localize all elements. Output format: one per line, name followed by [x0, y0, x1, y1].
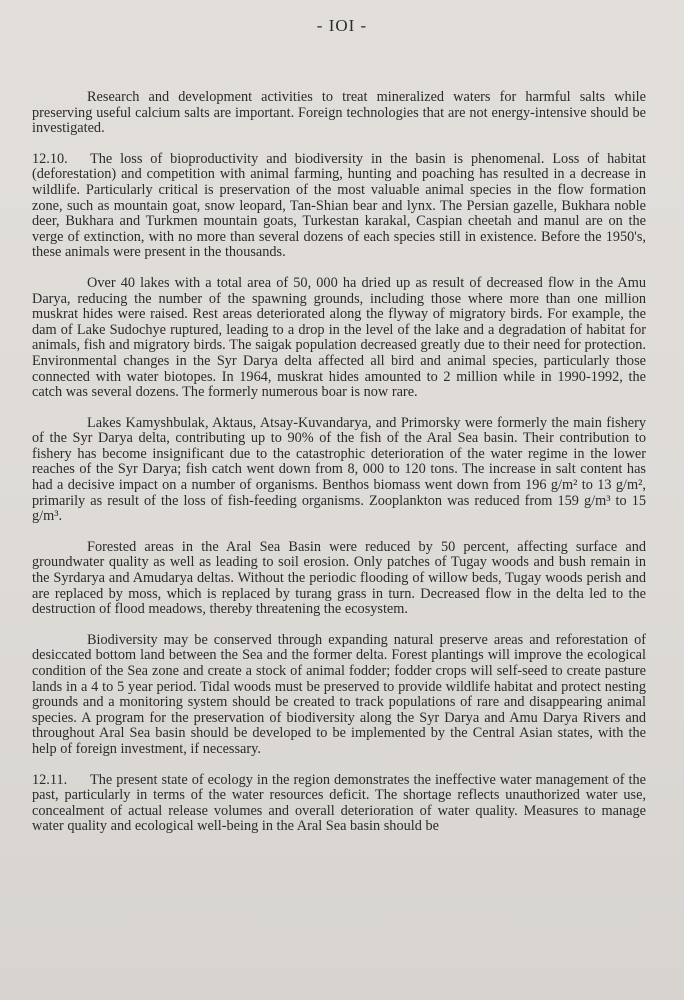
- paragraph-text: Lakes Kamyshbulak, Aktaus, Atsay-Kuvandarya, and Primorsky were formerly the main fishery of the Syr Darya delta, contributing up to 90% of the fish of the Aral Sea basin. Their contribution to fishery has become insignificant due to the catastrophic deterioration of the water regime in the lower reaches of the Syr Darya; fish catch went down from 8, 000 to 120 tons. The increase in salt content has had a decisive impact on a number of organisms. Benthos biomass went down from 196 g/m² to 13 g/m², primarily as result of the loss of fish-feeding organisms. Zooplankton was reduced from 159 g/m³ to 15 g/m³.: [32, 414, 646, 525]
- paragraph-forests: [32, 540, 646, 618]
- section-number: 12.11.: [32, 771, 68, 788]
- paragraph-12-11: [32, 773, 646, 835]
- paragraph-text: Forested areas in the Aral Sea Basin were reduced by 50 percent, affecting surface and groundwater quality as well as leading to soil erosion. Only patches of Tugay woods and bush remain in the Syrdarya and Amudarya deltas. Without the periodic flooding of willow beds, Tugay woods perish and are replaced by moss, which is replaced by turang grass in turn. Decreased flow in the delta led to the destruction of flood meadows, thereby threatening the ecosystem.: [32, 538, 646, 618]
- paragraph-text: Over 40 lakes with a total area of 50, 000 ha dried up as result of decreased flow in the Amu Darya, reducing the number of the spawning grounds, including those where more than one million muskrat hides were raised. Rest areas deteriorated along the flyway of migratory birds. For example, the dam of Lake Sudochye ruptured, leading to a drop in the level of the lake and a degradation of habitat for animals, fish and migratory birds. The saigak population decreased greatly due to their need for protection. Environmental changes in the Syr Darya delta affected all bird and animal species, particularly those connected with water biotopes. In 1964, muskrat hides amounted to 2 million while in 1990-1992, the catch was several dozens. The formerly numerous boar is now rare.: [32, 274, 646, 401]
- paragraph-12-10: [32, 152, 646, 261]
- page-number: - IOI -: [316, 16, 368, 35]
- paragraph-text: The present state of ecology in the region demonstrates the ineffective water management of the past, particularly in terms of the water resources deficit. The shortage reflects unauthorized water use, concealment of actual release volumes and overall deterioration of water quality. Measures to manage water quality and ecological well-being in the Aral Sea basin should be: [32, 771, 646, 835]
- paragraph-research: [32, 90, 646, 137]
- section-number: 12.10.: [32, 150, 68, 167]
- paragraph-text: The loss of bioproductivity and biodiversity in the basin is phenomenal. Loss of habitat (deforestation) and competition with animal farming, hunting and poaching has resulted in a decrease in wildlife. Particularly critical is preservation of the most valuable animal species in the flow formation zone, such as mountain goat, snow leopard, Tan-Shian bear and lynx. The Persian gazelle, Bukhara noble deer, Bukhara and Turkmen mountain goats, Turkestan karakal, Caspian cheetah and manul are on the verge of extinction, with no more than several dozens of each species still in existence. Before the 1950's, these animals were present in the thousands.: [32, 150, 646, 261]
- paragraph-text: Biodiversity may be conserved through expanding natural preserve areas and reforestation of desiccated bottom land between the Sea and the former delta. Forest plantings will improve the ecological condition of the Sea zone and create a stock of animal fodder; fodder crops will self-seed to create pasture lands in a 4 to 5 year period. Tidal woods must be preserved to provide wildlife habitat and protect nesting grounds and a monitoring system should be created to track populations of rare and disappearing animal species. A program for the preservation of biodiversity along the Syr Darya and Amu Darya Rivers and throughout Aral Sea basin should be developed to be implemented by the Central Asian states, with the help of foreign investment, if necessary.: [32, 631, 646, 757]
- body-text: [32, 90, 646, 850]
- paragraph-biodiversity: [32, 633, 646, 758]
- paragraph-fishery: [32, 416, 646, 525]
- paragraph-lakes-dried: [32, 276, 646, 401]
- paragraph-text: Research and development activities to treat mineralized waters for harmful salts while preserving useful calcium salts are important. Foreign technologies that are not energy-intensive should be investigated.: [32, 89, 646, 137]
